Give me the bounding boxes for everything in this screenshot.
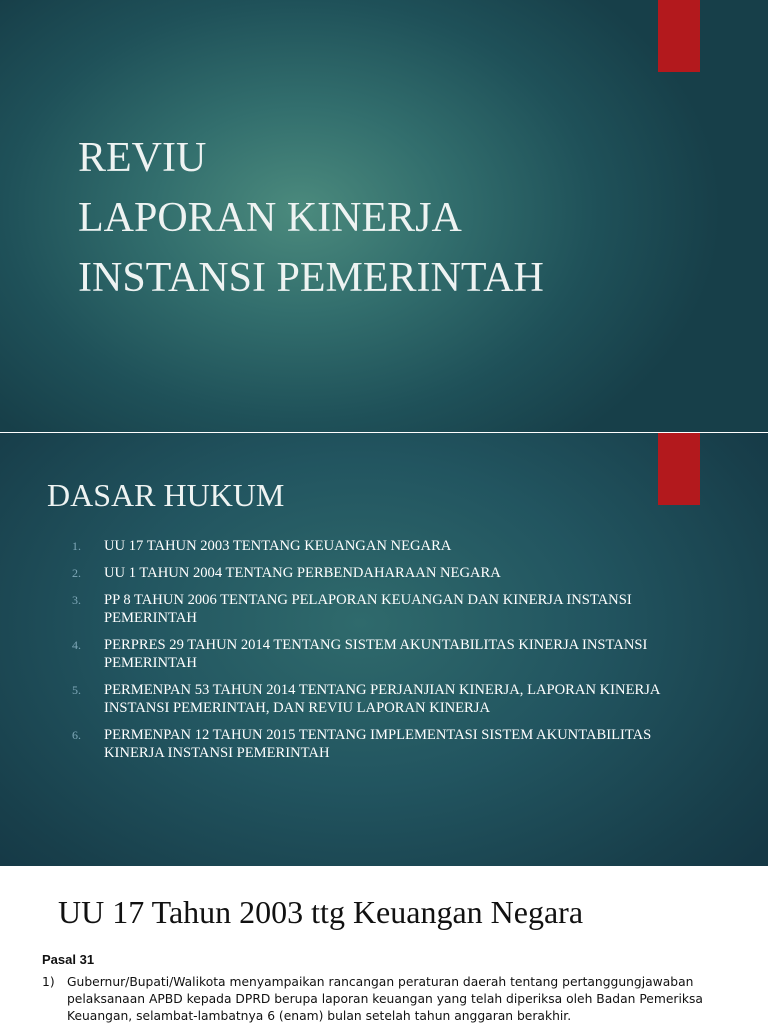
law-detail-slide [0,866,768,1024]
clause-item [42,974,758,1025]
list-item-number: 3. [72,593,81,607]
title-line: REVIU [78,135,207,181]
slide-title: UU 17 Tahun 2003 ttg Keuangan Negara [58,894,584,930]
list-item-text: PERMENPAN 12 TAHUN 2015 TENTANG IMPLEMENTASI SISTEM AKUNTABILITAS KINERJA INSTANSI PEMERINTAH [104,727,652,761]
list-item-number: 4. [72,638,81,652]
list-item-text: PERPRES 29 TAHUN 2014 TENTANG SISTEM AKUNTABILITAS KINERJA INSTANSI PEMERINTAH [104,637,648,671]
list-item-text: PERMENPAN 53 TAHUN 2014 TENTANG PERJANJIAN KINERJA, LAPORAN KINERJA INSTANSI PEMERINTAH, DAN REVIU LAPORAN KINERJA [104,682,660,716]
article-label: Pasal 31 [42,952,95,967]
legal-basis-list [72,537,672,771]
list-item [72,591,672,627]
slide-accent-bar [658,433,700,505]
title-slide [0,0,768,432]
list-item [72,564,672,582]
list-item [72,726,672,762]
list-item-number: 6. [72,728,81,742]
clause-text: Gubernur/Bupati/Walikota menyampaikan rancangan peraturan daerah tentang pertanggungjawaban pelaksanaan APBD kepada DPRD berupa laporan keuangan yang telah diperiksa oleh Badan Pemeriksa Keuangan, selambat-lambatnya 6 (enam) bulan setelah tahun anggaran berakhir. [67,975,703,1023]
list-item-number: 2. [72,566,81,580]
list-item [72,681,672,717]
legal-basis-slide [0,433,768,866]
list-item [72,537,672,555]
clause-number: 1) [42,975,55,989]
title-line: LAPORAN KINERJA [78,195,462,241]
list-item-number: 1. [72,539,81,553]
slide-heading: DASAR HUKUM [47,477,285,513]
list-item-number: 5. [72,683,81,697]
slide-accent-bar [658,0,700,72]
list-item-text: UU 17 TAHUN 2003 TENTANG KEUANGAN NEGARA [104,538,452,554]
slide-title [78,128,544,308]
list-item-text: UU 1 TAHUN 2004 TENTANG PERBENDAHARAAN NEGARA [104,565,501,581]
title-line: INSTANSI PEMERINTAH [78,255,544,301]
list-item-text: PP 8 TAHUN 2006 TENTANG PELAPORAN KEUANGAN DAN KINERJA INSTANSI PEMERINTAH [104,592,632,626]
list-item [72,636,672,672]
